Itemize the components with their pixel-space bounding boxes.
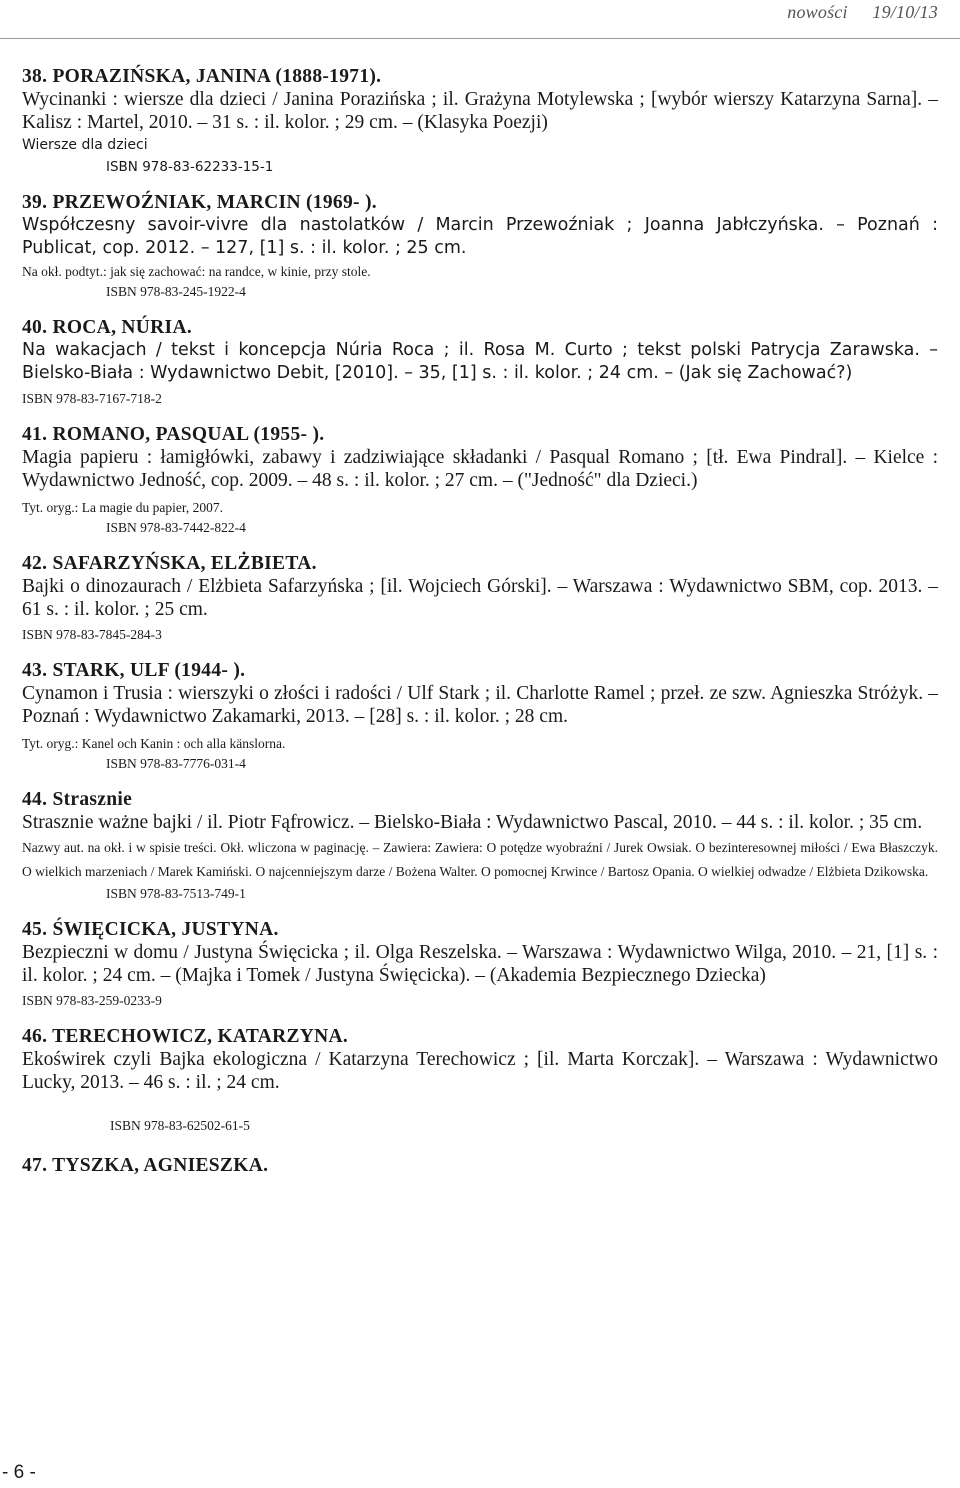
- entry-description: Magia papieru : łamigłówki, zabawy i zadziwiające składanki / Pasqual Romano ; [tł. Ewa Pindral]. – Kielce : Wydawnictwo Jedność, cop. 2009. – 48 s. : il. kolor. ; 27 cm. – ("Jedność" dla Dzieci.): [22, 447, 938, 491]
- entry-heading: 43. STARK, ULF (1944- ).: [22, 660, 246, 681]
- entry-isbn: ISBN 978-83-7513-749-1: [106, 886, 246, 901]
- entry-heading: 42. SAFARZYŃSKA, ELŻBIETA.: [22, 553, 317, 574]
- page-number: - 6 -: [2, 1462, 36, 1483]
- entry-note: Nazwy aut. na okł. i w spisie treści. Okł. wliczona w paginację. – Zawiera: Zawiera: O potędze wyobraźni / Jurek Owsiak. O bezinteresownej miłości / Ewa Błaszczyk. O wielkich marzeniach / Marek Kamiński. O najcenniejszym darze / Bożena Walter. O pomocnej Krwince / Bartosz Opania. O wielkiej odwadze / Elżbieta Dzikowska.: [22, 840, 938, 879]
- entry-47: [22, 1154, 938, 1177]
- entry-note: Na okł. podtyt.: jak się zachować: na randce, w kinie, przy stole.: [22, 264, 371, 279]
- entry-40: [22, 316, 938, 409]
- entry-heading: 45. ŚWIĘCICKA, JUSTYNA.: [22, 919, 279, 940]
- entry-isbn: ISBN 978-83-7776-031-4: [106, 756, 246, 771]
- entry-41: [22, 423, 938, 538]
- entry-note: Wiersze dla dzieci: [22, 137, 148, 153]
- entry-note: Tyt. oryg.: Kanel och Kanin : och alla känslorna.: [22, 736, 286, 751]
- entry-heading: 47. TYSZKA, AGNIESZKA.: [22, 1155, 269, 1176]
- entry-description: Na wakacjach / tekst i koncepcja Núria Roca ; il. Rosa M. Curto ; tekst polski Patrycja Zarawska. – Bielsko-Biała : Wydawnictwo Debit, [2010]. – 35, [1] s. : il. kolor. ; 24 cm. – (Jak się Zachować?): [22, 340, 938, 383]
- entry-39: [22, 191, 938, 302]
- entry-44: [22, 788, 938, 904]
- header-section: nowości: [787, 2, 848, 22]
- entry-heading: 41. ROMANO, PASQUAL (1955- ).: [22, 424, 325, 445]
- entry-isbn: ISBN 978-83-7845-284-3: [22, 627, 162, 642]
- entry-45: [22, 918, 938, 1011]
- entry-isbn: ISBN 978-83-62502-61-5: [110, 1118, 250, 1133]
- header-date: 19/10/13: [872, 2, 938, 22]
- entry-description: Bezpieczni w domu / Justyna Święcicka ; il. Olga Reszelska. – Warszawa : Wydawnictwo Wilga, 2010. – 21, [1] s. : il. kolor. ; 24 cm. – (Majka i Tomek / Justyna Święcicka). – (Akademia Bezpiecznego Dziecka): [22, 942, 938, 986]
- page-header: [787, 2, 938, 23]
- entry-heading: 40. ROCA, NÚRIA.: [22, 317, 193, 338]
- entry-38: [22, 65, 938, 177]
- entry-isbn: ISBN 978-83-7442-822-4: [106, 520, 246, 535]
- header-rule: [0, 38, 960, 39]
- entry-heading: 46. TERECHOWICZ, KATARZYNA.: [22, 1026, 349, 1047]
- entry-isbn: ISBN 978-83-245-1922-4: [106, 284, 246, 299]
- catalog-list: [22, 65, 938, 1191]
- entry-43: [22, 659, 938, 774]
- entry-description: Cynamon i Trusia : wierszyki o złości i radości / Ulf Stark ; il. Charlotte Ramel ; przeł. ze szw. Agnieszka Stróżyk. – Poznań : Wydawnictwo Zakamarki, 2013. – [28] s. : il. kolor. ; 28 cm.: [22, 683, 938, 727]
- entry-note: Tyt. oryg.: La magie du papier, 2007.: [22, 500, 223, 515]
- entry-isbn: ISBN 978-83-7167-718-2: [22, 391, 162, 406]
- entry-46: [22, 1025, 938, 1136]
- entry-description: Współczesny savoir-vivre dla nastolatków / Marcin Przewoźniak ; Joanna Jabłczyńska. – Poznań : Publicat, cop. 2012. – 127, [1] s. : il. kolor. ; 25 cm.: [22, 215, 938, 258]
- entry-42: [22, 552, 938, 645]
- entry-heading: 39. PRZEWOŹNIAK, MARCIN (1969- ).: [22, 192, 377, 213]
- entry-isbn: ISBN 978-83-62233-15-1: [106, 159, 274, 175]
- entry-description: Strasznie ważne bajki / il. Piotr Fąfrowicz. – Bielsko-Biała : Wydawnictwo Pascal, 2010. – 44 s. : il. kolor. ; 35 cm.: [22, 812, 923, 833]
- entry-isbn: ISBN 978-83-259-0233-9: [22, 993, 162, 1008]
- entry-heading: 44. Strasznie: [22, 789, 133, 810]
- entry-heading: 38. PORAZIŃSKA, JANINA (1888-1971).: [22, 66, 382, 87]
- entry-description: Bajki o dinozaurach / Elżbieta Safarzyńska ; [il. Wojciech Górski]. – Warszawa : Wydawnictwo SBM, cop. 2013. – 61 s. : il. kolor. ; 25 cm.: [22, 576, 938, 620]
- entry-description: Wycinanki : wiersze dla dzieci / Janina Porazińska ; il. Grażyna Motylewska ; [wybór wierszy Katarzyna Sarna]. – Kalisz : Martel, 2010. – 31 s. : il. kolor. ; 29 cm. – (Klasyka Poezji): [22, 89, 938, 133]
- entry-description: Ekoświrek czyli Bajka ekologiczna / Katarzyna Terechowicz ; [il. Marta Korczak]. – Warszawa : Wydawnictwo Lucky, 2013. – 46 s. : il. ; 24 cm.: [22, 1049, 938, 1093]
